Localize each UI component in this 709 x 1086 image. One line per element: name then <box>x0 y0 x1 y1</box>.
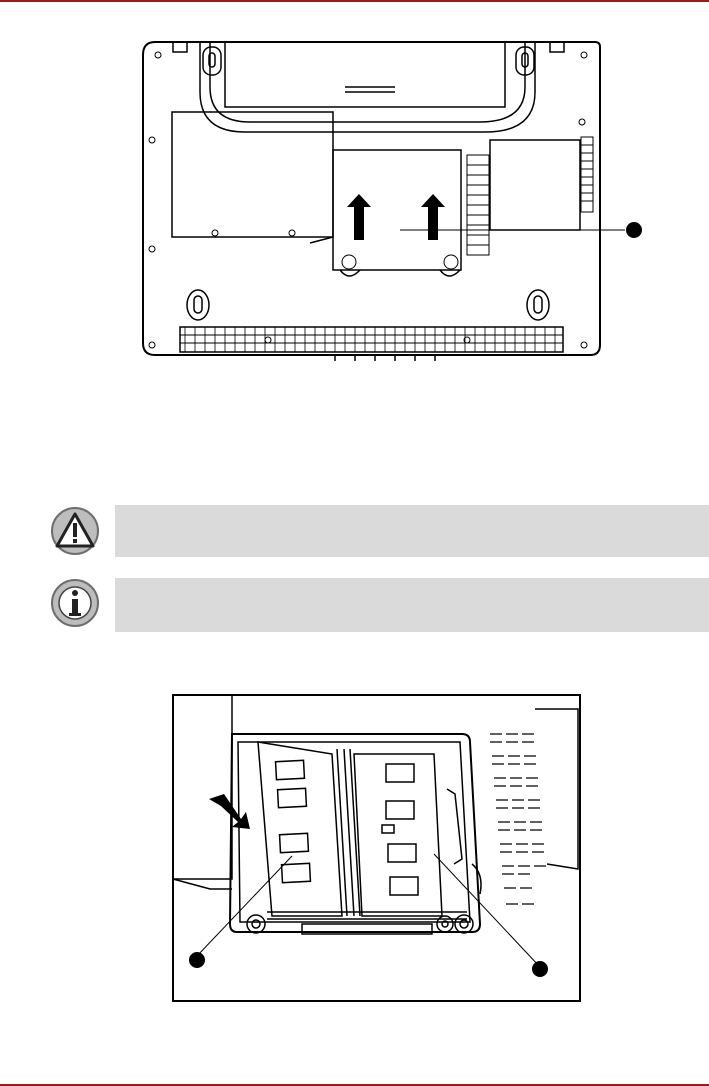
info-icon <box>50 578 100 628</box>
info-note <box>115 578 709 632</box>
warning-triangle-icon <box>50 506 100 556</box>
screw-icon <box>149 52 587 348</box>
caution-note <box>115 505 709 557</box>
header-rule <box>0 0 709 2</box>
memory-module-figure <box>172 694 582 1004</box>
callout-marker <box>532 961 548 977</box>
arrow-up-icon <box>347 194 445 240</box>
callout-marker <box>626 222 642 238</box>
callout-marker <box>189 952 205 968</box>
laptop-underside-figure <box>135 37 645 362</box>
